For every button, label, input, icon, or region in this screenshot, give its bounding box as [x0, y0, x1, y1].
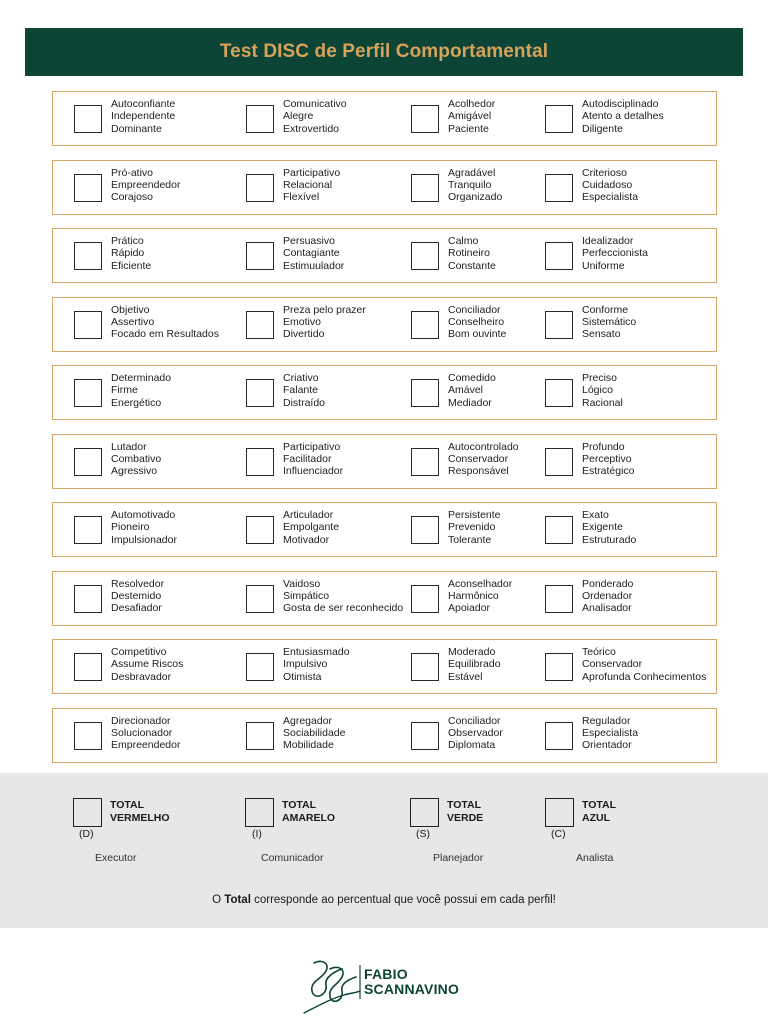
adjective: Autocontrolado — [448, 440, 519, 453]
adjective-list — [448, 578, 512, 615]
adjective-list — [582, 441, 635, 478]
total-green-label: TOTAL VERDE — [447, 799, 484, 824]
totals-section — [0, 773, 768, 928]
score-box[interactable] — [74, 311, 102, 339]
adjective-list — [111, 98, 175, 135]
adjective: Combativo — [111, 452, 162, 465]
total-yellow-letter: (I) — [252, 828, 262, 840]
adjective-list — [448, 646, 501, 683]
adjective: Analisador — [582, 602, 632, 615]
header-banner — [25, 28, 743, 76]
score-box[interactable] — [411, 174, 439, 202]
adjective-list — [283, 578, 403, 615]
adjective-list — [283, 372, 325, 409]
adjective: Observador — [448, 726, 503, 739]
adjective: Sensato — [582, 328, 621, 341]
adjective: Competitivo — [111, 646, 167, 658]
adjective-list — [448, 715, 503, 752]
total-yellow-label: TOTAL AMARELO — [282, 799, 336, 824]
adjective-list — [582, 167, 638, 204]
score-box[interactable] — [545, 653, 573, 681]
adjective: Uniforme — [582, 259, 625, 272]
score-box[interactable] — [246, 722, 274, 750]
adjective: Tolerante — [448, 533, 492, 546]
adjective-row — [52, 571, 717, 626]
adjective: Preza pelo prazer — [283, 303, 366, 316]
score-box[interactable] — [246, 448, 274, 476]
adjective: Constante — [448, 259, 496, 272]
total-blue-label: TOTAL AZUL — [582, 799, 617, 824]
adjective: Responsável — [448, 465, 509, 478]
adjective: Harmônico — [448, 589, 499, 602]
adjective: Rotineiro — [448, 247, 491, 260]
adjective: Focado em Resultados — [111, 328, 219, 341]
adjective-row — [52, 160, 717, 215]
adjective: Motivador — [283, 533, 330, 546]
score-box[interactable] — [74, 379, 102, 407]
adjective: Ponderado — [582, 577, 634, 590]
total-blue-letter: (C) — [551, 828, 566, 840]
adjective: Contagiante — [283, 247, 340, 260]
adjective: Conservador — [582, 658, 643, 671]
adjective: Aprofunda Conhecimentos — [582, 670, 707, 683]
adjective: Mediador — [448, 396, 492, 409]
adjective: Sociabilidade — [283, 726, 346, 739]
total-red-box[interactable] — [73, 798, 102, 827]
adjective: Calmo — [448, 235, 479, 247]
adjective-list — [111, 578, 164, 615]
score-box[interactable] — [411, 105, 439, 133]
adjective: Eficiente — [111, 259, 152, 272]
adjective-list — [448, 304, 506, 341]
adjective: Gosta de ser reconhecido — [283, 602, 404, 615]
adjective: Impulsionador — [111, 533, 177, 546]
adjective: Objetivo — [111, 303, 150, 316]
adjective: Apoiador — [448, 602, 491, 615]
adjective: Assume Riscos — [111, 658, 184, 671]
adjective: Exato — [582, 509, 609, 521]
adjective: Conforme — [582, 303, 629, 316]
adjective-list — [283, 715, 345, 752]
score-box[interactable] — [411, 516, 439, 544]
adjective: Racional — [582, 396, 623, 409]
adjective: Desbravador — [111, 670, 172, 683]
adjective: Distraído — [283, 396, 326, 409]
adjective: Preciso — [582, 372, 618, 384]
adjective: Simpático — [283, 589, 330, 602]
adjective: Tranquilo — [448, 178, 492, 191]
score-box[interactable] — [545, 448, 573, 476]
score-box[interactable] — [411, 448, 439, 476]
brand-name: FABIO SCANNAVINO — [364, 966, 460, 997]
adjective: Estimuulador — [283, 259, 345, 272]
adjective: Ordenador — [582, 589, 633, 602]
adjective: Participativo — [283, 440, 341, 453]
score-box[interactable] — [411, 585, 439, 613]
adjective: Exigente — [582, 521, 623, 534]
adjective: Bom ouvinte — [448, 328, 507, 341]
adjective: Autodisciplinado — [582, 98, 659, 110]
score-box[interactable] — [246, 174, 274, 202]
adjective-list — [111, 646, 183, 683]
adjective: Dominante — [111, 122, 162, 135]
adjective: Desafiador — [111, 602, 162, 615]
total-green-box[interactable] — [410, 798, 439, 827]
adjective-list — [283, 509, 339, 546]
score-box[interactable] — [246, 242, 274, 270]
adjective-row — [52, 91, 717, 146]
adjective-list — [111, 167, 180, 204]
adjective: Independente — [111, 110, 176, 123]
adjective: Destemido — [111, 589, 162, 602]
adjective-list — [448, 235, 496, 272]
adjective: Regulador — [582, 714, 631, 727]
adjective: Assertivo — [111, 315, 155, 328]
adjective-list — [283, 235, 344, 272]
adjective: Cuidadoso — [582, 178, 633, 191]
total-red-letter: (D) — [79, 828, 94, 840]
adjective-list — [448, 98, 495, 135]
adjective: Perceptivo — [582, 452, 632, 465]
total-green-profile: Planejador — [433, 852, 484, 864]
adjective: Perfeccionista — [582, 247, 648, 260]
adjective-list — [283, 167, 340, 204]
adjective-list — [582, 304, 636, 341]
adjective: Especialista — [582, 726, 639, 739]
adjective: Amável — [448, 384, 484, 397]
total-yellow-box[interactable] — [245, 798, 274, 827]
score-box[interactable] — [74, 516, 102, 544]
adjective: Pioneiro — [111, 521, 150, 534]
score-box[interactable] — [411, 653, 439, 681]
adjective: Conciliador — [448, 303, 501, 316]
adjective: Otimista — [283, 670, 322, 683]
score-box[interactable] — [545, 174, 573, 202]
total-yellow-profile: Comunicador — [261, 852, 324, 864]
adjective: Solucionador — [111, 726, 173, 739]
adjective: Mobilidade — [283, 739, 334, 752]
adjective: Equilibrado — [448, 658, 501, 671]
score-box[interactable] — [545, 722, 573, 750]
adjective: Conselheiro — [448, 315, 505, 328]
adjective: Teórico — [582, 646, 616, 658]
adjective-row — [52, 708, 717, 763]
adjective: Relacional — [283, 178, 333, 191]
score-box[interactable] — [74, 722, 102, 750]
adjective: Comedido — [448, 372, 496, 384]
score-box[interactable] — [545, 105, 573, 133]
adjective-list — [448, 167, 502, 204]
adjective-list — [582, 98, 664, 135]
total-green-letter: (S) — [416, 828, 430, 840]
adjective: Empreendedor — [111, 739, 181, 752]
adjective: Extrovertido — [283, 122, 340, 135]
adjective-list — [111, 372, 171, 409]
adjective: Resolvedor — [111, 577, 165, 590]
score-box[interactable] — [246, 585, 274, 613]
adjective: Energético — [111, 396, 162, 409]
adjective: Criativo — [283, 372, 319, 384]
total-note: O Total corresponde ao percentual que você possui em cada perfil! — [212, 894, 556, 906]
score-box[interactable] — [74, 653, 102, 681]
adjective: Prático — [111, 235, 144, 247]
adjective-list — [582, 235, 648, 272]
adjective: Prevenido — [448, 521, 496, 534]
adjective-list — [582, 509, 636, 546]
adjective: Agregador — [283, 714, 333, 727]
adjective: Aconselhador — [448, 577, 513, 590]
adjective: Persistente — [448, 509, 501, 521]
adjective: Participativo — [283, 166, 341, 179]
adjective: Divertido — [283, 328, 325, 341]
adjective-rows — [52, 91, 717, 776]
score-box[interactable] — [411, 311, 439, 339]
adjective: Conciliador — [448, 714, 501, 727]
adjective: Estratégico — [582, 465, 635, 478]
adjective: Persuasivo — [283, 235, 335, 247]
total-blue-profile: Analista — [576, 852, 614, 864]
page-title: Test DISC de Perfil Comportamental — [219, 41, 549, 62]
adjective: Emotivo — [283, 315, 321, 328]
adjective: Pró-ativo — [111, 166, 154, 179]
adjective-row — [52, 502, 717, 557]
adjective-list — [448, 441, 519, 478]
adjective-list — [582, 578, 633, 615]
adjective: Paciente — [448, 122, 489, 135]
adjective-list — [283, 304, 366, 341]
score-box[interactable] — [411, 379, 439, 407]
adjective: Determinado — [111, 372, 172, 384]
adjective-list — [283, 441, 343, 478]
adjective: Agradável — [448, 166, 496, 179]
score-box[interactable] — [246, 105, 274, 133]
adjective-row — [52, 228, 717, 283]
adjective: Empolgante — [283, 521, 340, 534]
adjective: Amigável — [448, 110, 492, 123]
score-box[interactable] — [246, 379, 274, 407]
score-box[interactable] — [74, 585, 102, 613]
adjective: Vaidoso — [283, 577, 321, 590]
adjective-list — [111, 304, 219, 341]
adjective: Firme — [111, 384, 138, 397]
adjective-list — [283, 98, 347, 135]
adjective: Diligente — [582, 122, 623, 135]
adjective: Profundo — [582, 440, 625, 453]
score-box[interactable] — [545, 311, 573, 339]
adjective: Articulador — [283, 509, 334, 521]
adjective: Agressivo — [111, 465, 158, 478]
score-box[interactable] — [74, 448, 102, 476]
adjective: Especialista — [582, 191, 639, 204]
adjective-list — [111, 509, 177, 546]
score-box[interactable] — [74, 174, 102, 202]
adjective-row — [52, 639, 717, 694]
adjective: Direcionador — [111, 714, 171, 727]
adjective: Falante — [283, 384, 319, 397]
adjective: Autoconfiante — [111, 98, 176, 110]
adjective: Estável — [448, 670, 483, 683]
adjective-list — [448, 372, 496, 409]
score-box[interactable] — [246, 311, 274, 339]
adjective: Influenciador — [283, 465, 344, 478]
score-box[interactable] — [545, 242, 573, 270]
adjective-row — [52, 434, 717, 489]
adjective-row — [52, 297, 717, 352]
score-box[interactable] — [74, 242, 102, 270]
adjective: Moderado — [448, 646, 496, 658]
adjective-list — [111, 441, 161, 478]
score-box[interactable] — [246, 653, 274, 681]
adjective: Flexível — [283, 191, 320, 204]
adjective-list — [582, 715, 638, 752]
score-box[interactable] — [545, 585, 573, 613]
score-box[interactable] — [411, 722, 439, 750]
adjective: Atento a detalhes — [582, 110, 664, 123]
adjective: Empreendedor — [111, 178, 181, 191]
adjective: Orientador — [582, 739, 632, 752]
adjective: Corajoso — [111, 191, 154, 204]
adjective: Sistemático — [582, 315, 637, 328]
adjective-list — [283, 646, 350, 683]
score-box[interactable] — [246, 516, 274, 544]
brand-logo — [300, 955, 480, 1017]
adjective-row — [52, 365, 717, 420]
adjective: Automotivado — [111, 509, 176, 521]
adjective: Diplomata — [448, 739, 496, 752]
adjective-list — [111, 235, 151, 272]
score-box[interactable] — [545, 379, 573, 407]
adjective: Acolhedor — [448, 98, 496, 110]
score-box[interactable] — [74, 105, 102, 133]
total-red-profile: Executor — [95, 852, 137, 864]
total-red-label: TOTAL VERMELHO — [110, 799, 170, 824]
adjective: Idealizador — [582, 235, 634, 247]
score-box[interactable] — [545, 516, 573, 544]
total-blue-box[interactable] — [545, 798, 574, 827]
adjective: Impulsivo — [283, 658, 328, 671]
adjective: Criterioso — [582, 166, 627, 179]
score-box[interactable] — [411, 242, 439, 270]
adjective: Estruturado — [582, 533, 637, 546]
adjective-list — [582, 646, 706, 683]
adjective-list — [111, 715, 180, 752]
adjective: Lutador — [111, 440, 147, 453]
adjective-list — [582, 372, 623, 409]
adjective: Comunicativo — [283, 98, 347, 110]
adjective: Conservador — [448, 452, 509, 465]
adjective: Lógico — [582, 384, 613, 397]
adjective: Entusiasmado — [283, 646, 350, 658]
adjective: Organizado — [448, 191, 503, 204]
adjective: Rápido — [111, 247, 145, 260]
adjective-list — [448, 509, 501, 546]
adjective: Facilitador — [283, 452, 332, 465]
signature-mark-icon — [300, 955, 362, 1017]
adjective: Alegre — [283, 110, 314, 123]
